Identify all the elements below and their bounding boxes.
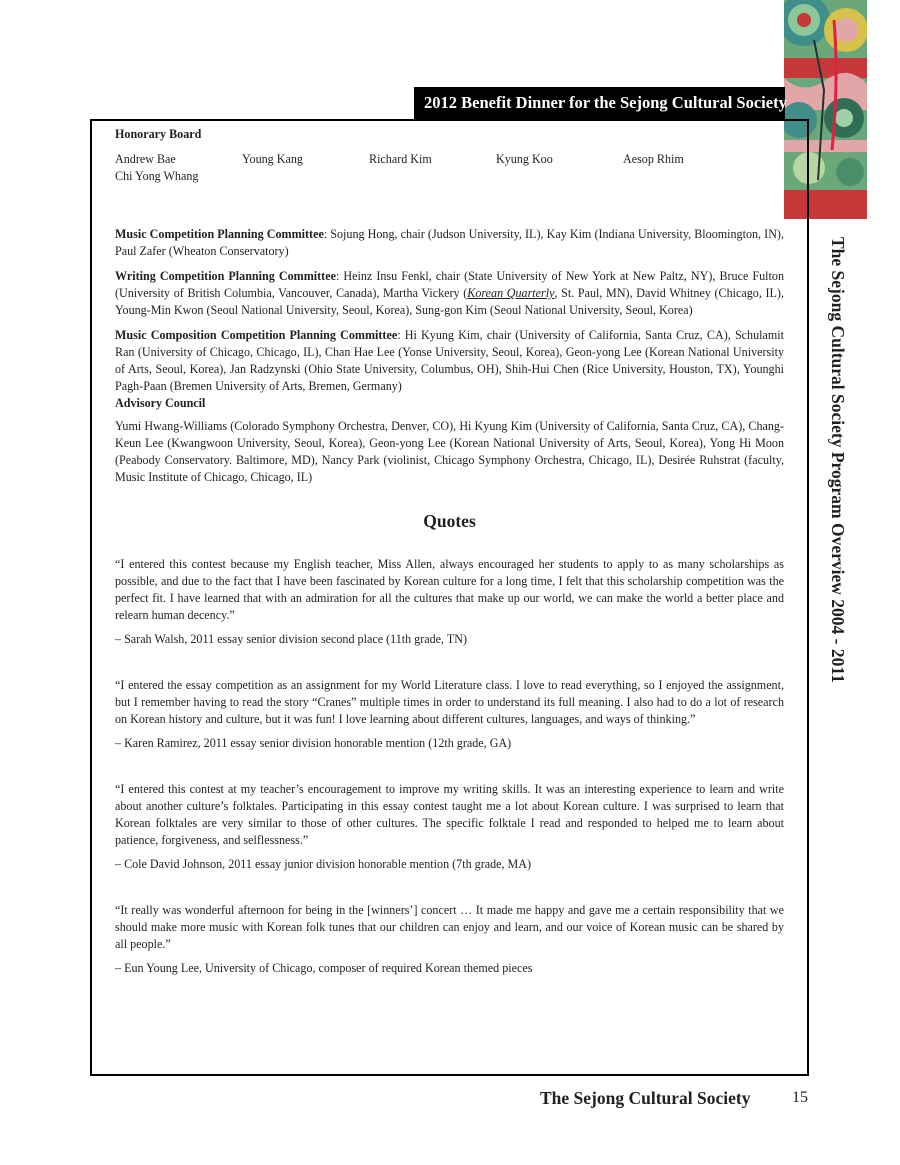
writing-committee-text: : Heinz Insu Fenkl, chair (State University of New York at New Paltz, NY), Bruce Fulton (University of British Columbia, Vancouver, Canada), Martha Vickery ( [115, 269, 784, 300]
board-member: Richard Kim [369, 152, 432, 166]
honorary-board-heading: Honorary Board [115, 127, 202, 141]
composition-committee-label: Music Composition Competition Planning Committee [115, 328, 398, 342]
advisory-council-heading: Advisory Council [115, 396, 206, 410]
board-member: Chi Yong Whang [115, 169, 199, 183]
music-committee-label: Music Competition Planning Committee [115, 227, 324, 241]
writing-committee-text-cont: , St. Paul, MN), David Whitney (Chicago, IL), Young-Min Kwon (Seoul National University, Seoul, Korea), Sung-gon Kim (Seoul National University, Seoul, Korea) [115, 286, 784, 317]
writing-committee-paragraph [115, 268, 784, 319]
page-number: 15 [792, 1089, 808, 1106]
quote-text: “I entered this contest because my English teacher, Miss Allen, always encouraged her students to apply to as many scholarships as possible, and due to the fact that I have been fascinated by Korean culture for a long time, I felt that this scholarship competition was the perfect fit. I have learned that with an admiration for all the cultures that make up our world, we can make the world a better place and relearn human decency.” [115, 557, 784, 622]
quote-text: “It really was wonderful afternoon for being in the [winners’] concert … It made me happy and gave me a certain responsibility that we should make more music with Korean folk tunes that our children can enjoy and learn, and our voice of Korean music can be shared by all people.” [115, 903, 784, 951]
quote-attribution: – Eun Young Lee, University of Chicago, composer of required Korean themed pieces [115, 961, 533, 975]
quote-attribution: – Cole David Johnson, 2011 essay junior division honorable mention (7th grade, MA) [115, 857, 532, 871]
composition-committee-text: : Hi Kyung Kim, chair (University of California, Santa Cruz, CA), Schulamit Ran (University of Chicago, Chicago, IL), Chan Hae Lee (Yonse University, Seoul, Korea), Geon-yong Lee (Korean National University of Arts, Seoul, Korea), Jan Radzynski (Ohio State University, Columbus, OH), Shih-Hui Chen (Rice University, Houston, TX), Younghi Pagh-Paan (Bremen University of Arts, Bremen, Germany) [115, 328, 784, 393]
honorary-board-names [115, 151, 784, 185]
composition-committee-paragraph [115, 327, 784, 395]
side-title-text: The Sejong Cultural Society Program Overview 2004 - 2011 [828, 237, 848, 683]
board-member: Young Kang [242, 152, 303, 166]
side-title [826, 237, 850, 717]
quote-attribution: – Sarah Walsh, 2011 essay senior division second place (11th grade, TN) [115, 632, 468, 646]
board-member: Aesop Rhim [623, 152, 684, 166]
quote-attribution: – Karen Ramirez, 2011 essay senior division honorable mention (12th grade, GA) [115, 736, 512, 750]
advisory-council-text: Yumi Hwang-Williams (Colorado Symphony Orchestra, Denver, CO), Hi Kyung Kim (University of California, Santa Cruz, CA), Chang-Keun Lee (Kwangwoon University, Seoul, Korea), Geon-yong Lee (Korean National University of Arts, Seoul, Korea), Yong Hi Moon (Peabody Conservatory. Baltimore, MD), Nancy Park (violinist, Chicago Symphony Orchestra, Chicago, IL), Desirée Ruhstrat (faculty, Music Institute of Chicago, Chicago, IL) [115, 419, 784, 484]
writing-committee-label: Writing Competition Planning Committee [115, 269, 336, 283]
main-content [115, 126, 784, 977]
music-committee-text: : Sojung Hong, chair (Judson University, IL), Kay Kim (Indiana University, Bloomington, IN), Paul Zafer (Wheaton Conservatory) [115, 227, 784, 258]
publication-title: Korean Quarterly [467, 286, 555, 300]
quotes-heading: Quotes [423, 511, 476, 531]
footer-title: The Sejong Cultural Society [540, 1088, 751, 1108]
quote-text: “I entered the essay competition as an assignment for my World Literature class. I love to read everything, so I enjoyed the assignment, but I remember having to read the story “Cranes” multiple times in order to understand its full meaning. I also had to do a lot of research on Korean history and culture, but it was fun! I love learning about different cultures, languages, and ways of thinking.” [115, 678, 784, 726]
board-member: Kyung Koo [496, 152, 553, 166]
event-banner: 2012 Benefit Dinner for the Sejong Cultural Society [414, 87, 785, 119]
board-member: Andrew Bae [115, 152, 176, 166]
music-committee-paragraph [115, 226, 784, 260]
quote-text: “I entered this contest at my teacher’s encouragement to improve my writing skills. It was an interesting experience to learn and write about another culture’s folktales. Participating in this essay contest taught me a lot about Korean culture. I was surprised to learn that Korean folktales are very similar to those of other cultures. The specific folktale I read and responded to helped me to learn about patience, forgiveness, and selflessness.” [115, 782, 784, 847]
